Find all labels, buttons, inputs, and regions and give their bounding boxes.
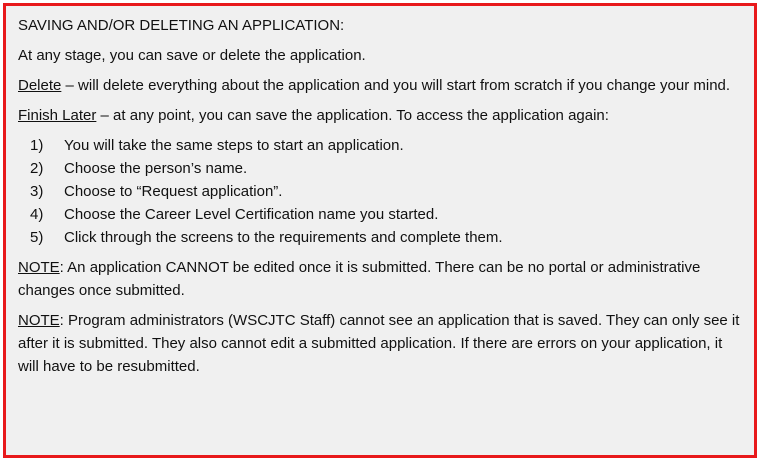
step-text: Choose the person’s name. — [64, 160, 248, 177]
note-term: NOTE — [18, 259, 60, 276]
step-text: Click through the screens to the requirements and complete them. — [64, 229, 503, 246]
delete-text: – will delete everything about the application and you will start from scratch if you change your mind. — [61, 77, 731, 94]
step-number: 2) — [30, 160, 44, 177]
finish-later-text: – at any point, you can save the application. To access the application again: — [96, 107, 609, 124]
delete-term: Delete — [18, 77, 62, 94]
step-text: You will take the same steps to start an application. — [64, 137, 404, 154]
list-item — [18, 203, 746, 226]
step-number: 5) — [30, 229, 44, 246]
step-text: Choose to “Request application”. — [64, 183, 283, 200]
intro-paragraph: At any stage, you can save or delete the application. — [18, 47, 366, 64]
finish-later-paragraph — [18, 104, 746, 127]
notice-content — [18, 14, 746, 385]
delete-paragraph — [18, 74, 746, 97]
note-paragraph-1 — [18, 256, 746, 302]
note-text: : An application CANNOT be edited once it is submitted. There can be no portal or administrative changes once submitted. — [18, 259, 701, 299]
note-text: : Program administrators (WSCJTC Staff) cannot see an application that is saved. They can only see it after it is submitted. They also cannot edit a submitted application. If there are errors on your application, it will have to be resubmitted. — [18, 312, 740, 375]
note-paragraph-2 — [18, 309, 746, 378]
step-number: 1) — [30, 137, 44, 154]
list-item — [18, 134, 746, 157]
finish-later-term: Finish Later — [18, 107, 97, 124]
steps-list — [18, 134, 746, 249]
list-item — [18, 157, 746, 180]
step-text: Choose the Career Level Certification name you started. — [64, 206, 439, 223]
list-item — [18, 180, 746, 203]
list-item — [18, 226, 746, 249]
bordered-notice-box — [3, 3, 757, 458]
note-term: NOTE — [18, 312, 60, 329]
section-heading: SAVING AND/OR DELETING AN APPLICATION: — [18, 17, 345, 34]
step-number: 3) — [30, 183, 44, 200]
step-number: 4) — [30, 206, 44, 223]
